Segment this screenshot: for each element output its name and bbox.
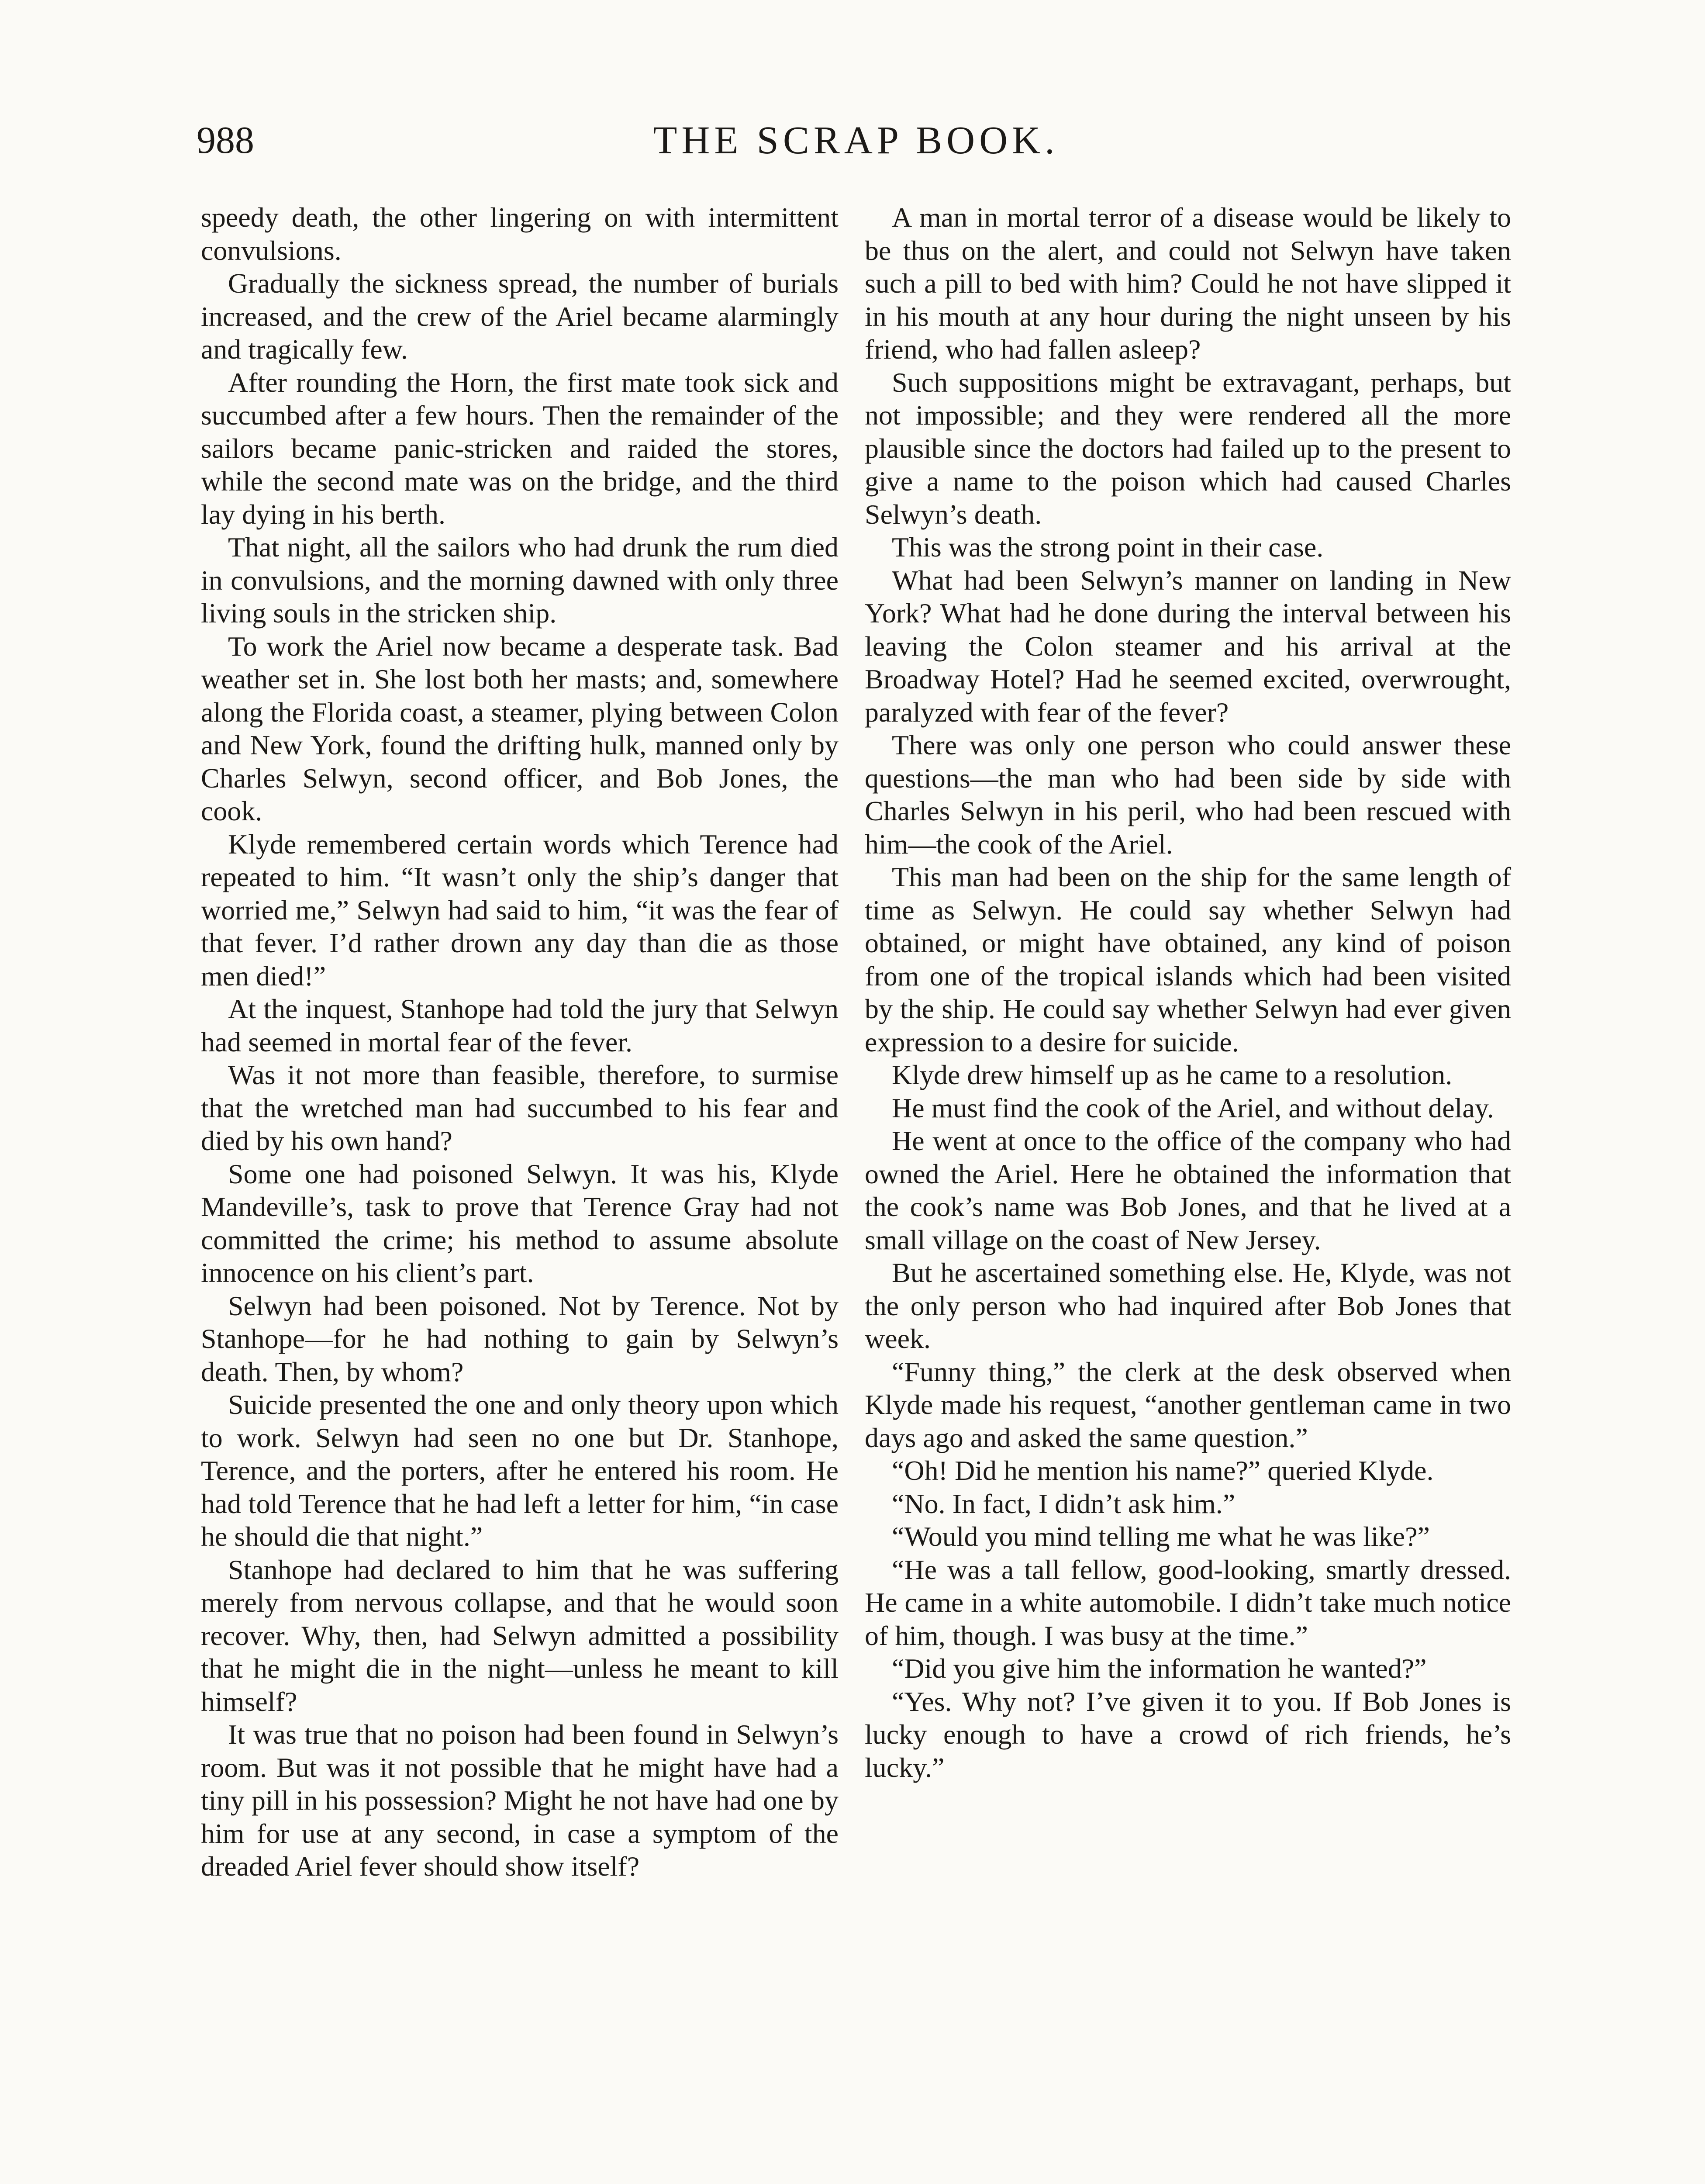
paragraph: Klyde drew himself up as he came to a resolution.	[892, 1059, 1453, 1090]
paragraph: Was it not more than feasible, therefore, to surmise that the wretched man had succumbed to his fear and died by his own hand?	[201, 1059, 839, 1156]
paragraph: He went at once to the office of the company who had owned the Ariel. Here he obtained the information that the cook’s name was Bob Jones, and that he lived at a small village on the coast of New Jersey.	[865, 1125, 1511, 1255]
paragraph: It was true that no poison had been found in Selwyn’s room. But was it not possible that he might have had a tiny pill in his possession? Might he not have had one by him for use at any second, in case a symptom of the dreaded Ariel fever should show itself?	[201, 1719, 839, 1882]
paragraph: A man in mortal terror of a disease would be likely to be thus on the alert, and could not Selwyn have taken such a pill to bed with him? Could he not have slipped it in his mouth at any hour during the night unseen by his friend, who had fallen asleep?	[865, 202, 1511, 365]
paragraph: This man had been on the ship for the same length of time as Selwyn. He could say whether Selwyn had obtained, or might have obtained, any kind of poison from one of the tropical islands which had been visited by the ship. He could say whether Selwyn had ever given expression to a desire for suicide.	[865, 861, 1511, 1057]
page-number: 988	[197, 119, 254, 162]
paragraph: Stanhope had declared to him that he was suffering merely from nervous collapse, and that he would soon recover. Why, then, had Selwyn admitted a possibility that he might die in the night—unless he meant to kill himself?	[201, 1554, 839, 1717]
paragraph: “He was a tall fellow, good-looking, smartly dressed. He came in a white automobile. I didn’t take much notice of him, though. I was busy at the time.”	[865, 1554, 1511, 1651]
left-column	[201, 201, 839, 1883]
paragraph: Some one had poisoned Selwyn. It was his, Klyde Mandeville’s, task to prove that Terence Gray had not committed the crime; his method to assume absolute innocence on his client’s part.	[201, 1158, 839, 1288]
paragraph: “No. In fact, I didn’t ask him.”	[892, 1488, 1236, 1519]
paragraph: There was only one person who could answer these questions—the man who had been side by side with Charles Selwyn in his peril, who had been rescued with him—the cook of the Ariel.	[865, 729, 1511, 860]
paragraph: That night, all the sailors who had drunk the rum died in convulsions, and the morning dawned with only three living souls in the stricken ship.	[201, 532, 839, 629]
paragraph: Suicide presented the one and only theory upon which to work. Selwyn had seen no one but Dr. Stanhope, Terence, and the porters, after he entered his room. He had told Terence that he had left a letter for him, “in case he should die that night.”	[201, 1389, 839, 1552]
right-column	[865, 201, 1511, 1784]
paragraph: speedy death, the other lingering on with intermittent convulsions.	[201, 202, 839, 266]
paragraph: Selwyn had been poisoned. Not by Terence. Not by Stanhope—for he had nothing to gain by Selwyn’s death. Then, by whom?	[201, 1290, 839, 1387]
paragraph: “Oh! Did he mention his name?” queried Klyde.	[892, 1455, 1434, 1486]
paragraph: After rounding the Horn, the first mate took sick and succumbed after a few hours. Then the remainder of the sailors became panic-stricken and raided the stores, while the second mate was on the bridge, and the third lay dying in his berth.	[201, 366, 839, 530]
paragraph: “Yes. Why not? I’ve given it to you. If Bob Jones is lucky enough to have a crowd of rich friends, he’s lucky.”	[865, 1686, 1511, 1783]
paragraph: Gradually the sickness spread, the number of burials increased, and the crew of the Ariel became alarmingly and tragically few.	[201, 268, 839, 365]
paragraph: But he ascertained something else. He, Klyde, was not the only person who had inquired after Bob Jones that week.	[865, 1257, 1511, 1354]
paragraph: “Funny thing,” the clerk at the desk observed when Klyde made his request, “another gentleman came in two days ago and asked the same question.”	[865, 1356, 1511, 1453]
paragraph: “Did you give him the information he wanted?”	[892, 1653, 1427, 1684]
page-header	[197, 114, 1515, 171]
paragraph: This was the strong point in their case.	[892, 532, 1324, 563]
running-title: THE SCRAP BOOK.	[653, 119, 1059, 162]
paragraph: At the inquest, Stanhope had told the jury that Selwyn had seemed in mortal fear of the fever.	[201, 993, 839, 1057]
paragraph: Klyde remembered certain words which Terence had repeated to him. “It wasn’t only the ship’s danger that worried me,” Selwyn had said to him, “it was the fear of that fever. I’d rather drown any day than die as those men died!”	[201, 828, 839, 992]
paragraph: To work the Ariel now became a desperate task. Bad weather set in. She lost both her masts; and, somewhere along the Florida coast, a steamer, plying between Colon and New York, found the drifting hulk, manned only by Charles Selwyn, second officer, and Bob Jones, the cook.	[201, 630, 839, 826]
paragraph: What had been Selwyn’s manner on landing in New York? What had he done during the interval between his leaving the Colon steamer and his arrival at the Broadway Hotel? Had he seemed excited, overwrought, paralyzed with fear of the fever?	[865, 564, 1511, 728]
paragraph: He must find the cook of the Ariel, and without delay.	[892, 1092, 1494, 1123]
paragraph: “Would you mind telling me what he was like?”	[892, 1521, 1430, 1552]
paragraph: Such suppositions might be extravagant, perhaps, but not impossible; and they were rendered all the more plausible since the doctors had failed up to the present to give a name to the poison which had caused Charles Selwyn’s death.	[865, 366, 1511, 530]
